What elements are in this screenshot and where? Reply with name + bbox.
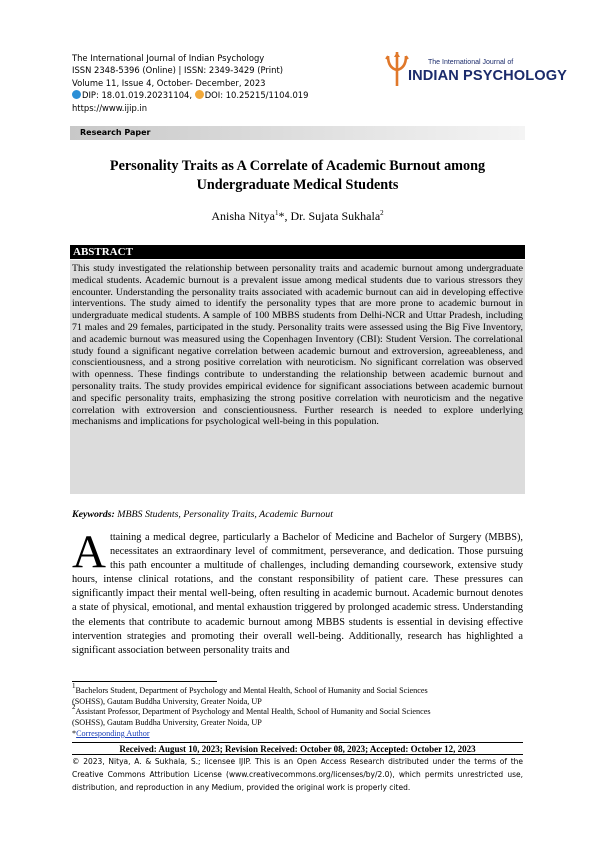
keywords-text: MBBS Students, Personality Traits, Academic Burnout (114, 509, 333, 520)
author-1-name: Anisha Nitya (211, 209, 275, 223)
title-line-2: Undergraduate Medical Students (196, 177, 399, 193)
dip-icon (72, 90, 81, 99)
footnote-rule (72, 681, 217, 682)
footnote-2-sup: 2 (72, 703, 76, 712)
abstract-heading-bar (70, 245, 525, 259)
footnote-1-line-1: Bachelors Student, Department of Psychology and Mental Health, School of Humanity and Social Sciences (75, 686, 428, 695)
license-text: © 2023, Nitya, A. & Sukhala, S.; licensee IJIP. This is an Open Access Research distributed under the terms of the Creative Commons Attribution License (www.creativecommons.org/licenses/by/2.0), which permits unrestricted use, distribution, and reproduction in any Medium, provided the original work is properly cited. (72, 754, 523, 794)
corresponding-mark: * (72, 728, 77, 738)
doi-line (72, 89, 532, 101)
authors (72, 209, 523, 224)
footnote-1-line-2: (SOHSS), Gautam Buddha University, Greater Noida, UP (72, 696, 262, 706)
abstract-heading: ABSTRACT (73, 246, 133, 258)
doi-text: DOI: 10.25215/1104.019 (204, 90, 309, 101)
author-2-name: Dr. Sujata Sukhala (290, 209, 381, 223)
journal-logo (384, 50, 568, 90)
abstract-box (70, 260, 525, 494)
journal-name: The International Journal of Indian Psychology (72, 53, 265, 63)
keywords (72, 509, 527, 520)
footnote-1-sup: 1 (72, 682, 76, 690)
logo-small-text: The International Journal of (428, 59, 514, 66)
dip-text: DIP: 18.01.019.20231104, (82, 90, 195, 101)
footnote-2 (72, 703, 527, 718)
footnote-2-line-2: (SOHSS), Gautam Buddha University, Greater Noida, UP (72, 718, 262, 728)
corresponding-author-link[interactable]: Corresponding Author (76, 728, 150, 738)
paper-title (72, 157, 523, 195)
author-2-sup: 2 (380, 209, 384, 217)
footnote-2-line-1: Assistant Professor, Department of Psychology and Mental Health, School of Humanity and Social Sciences (75, 707, 431, 717)
drop-cap: A (72, 526, 106, 578)
journal-url[interactable]: https://www.ijip.in (72, 102, 148, 113)
author-separator: , (284, 209, 291, 223)
body-text: ttaining a medical degree, particularly a Bachelor of Medicine and Bachelor of Surgery (MBBS), necessitates an extraordinary level of commitment, perseverance, and dedication. Those pursuing this path encounter a multitude of challenges, including demanding coursework, extensive study hours, intense clinical rotations, and the constant responsibility of patient care. These pressures can significantly impact their mental well-being, often resulting in academic burnout. Academic burnout denotes a state of physical, emotional, and mental exhaustion triggered by prolonged academic stress. Understanding the elements that contribute to academic burnout among MBBS students is essential in devising effective intervention strategies and promoting their overall well-being. Additionally, research has highlighted a significant association between personality traits and (72, 532, 523, 656)
keywords-label: Keywords: (72, 509, 115, 520)
footnote-1 (72, 682, 527, 697)
corresponding-author (72, 729, 527, 740)
title-line-1: Personality Traits as A Correlate of Academic Burnout among (109, 158, 486, 174)
author-1-mark: * (278, 209, 285, 223)
body-paragraph (72, 526, 523, 658)
footnotes (72, 682, 527, 740)
logo-big-text: INDIAN PSYCHOLOGY (408, 68, 568, 84)
received-dates: Received: August 10, 2023; Revision Received: October 08, 2023; Accepted: October 12, 2023 (72, 742, 523, 755)
doi-icon (195, 90, 204, 99)
paper-type-bar (70, 126, 525, 140)
paper-type-label: Research Paper (80, 128, 151, 137)
trishul-logo-icon (384, 50, 410, 88)
abstract-text: This study investigated the relationship between personality traits and academic burnout among undergraduate medical students. Academic burnout is a prevalent issue among medical students due to various stressors they encounter. Understanding the personality traits associated with academic burnout can aid in developing effective interventions. The study aimed to identify the personality types that are more prone to academic burnout in undergraduate medical students. A sample of 100 MBBS students from Delhi-NCR and Uttar Pradesh, including 71 males and 29 females, participated in the study. Personality traits were assessed using the Big Five Inventory, and academic burnout was measured using the Copenhagen Inventory (CBI): Student Version. The correlational study found a significant negative correlation between academic burnout and extroversion, agreeableness, and conscientiousness, and a strong positive correlation with neuroticism. No significant correlation was observed with openness. These findings contribute to understanding the relationship between academic burnout and personality traits. The study provides empirical evidence for significant associations between academic burnout and specific personality traits, emphasizing the strong positive correlation with neuroticism and the negative correlation with extroversion and conscientiousness. Further research is needed to explore underlying mechanisms and implications for psychological well-being in this population. (72, 263, 523, 428)
author-1-sup: 1 (275, 209, 279, 217)
volume-issue: Volume 11, Issue 4, October- December, 2023 (72, 77, 266, 88)
issn: ISSN 2348-5396 (Online) | ISSN: 2349-3429 (Print) (72, 65, 283, 76)
